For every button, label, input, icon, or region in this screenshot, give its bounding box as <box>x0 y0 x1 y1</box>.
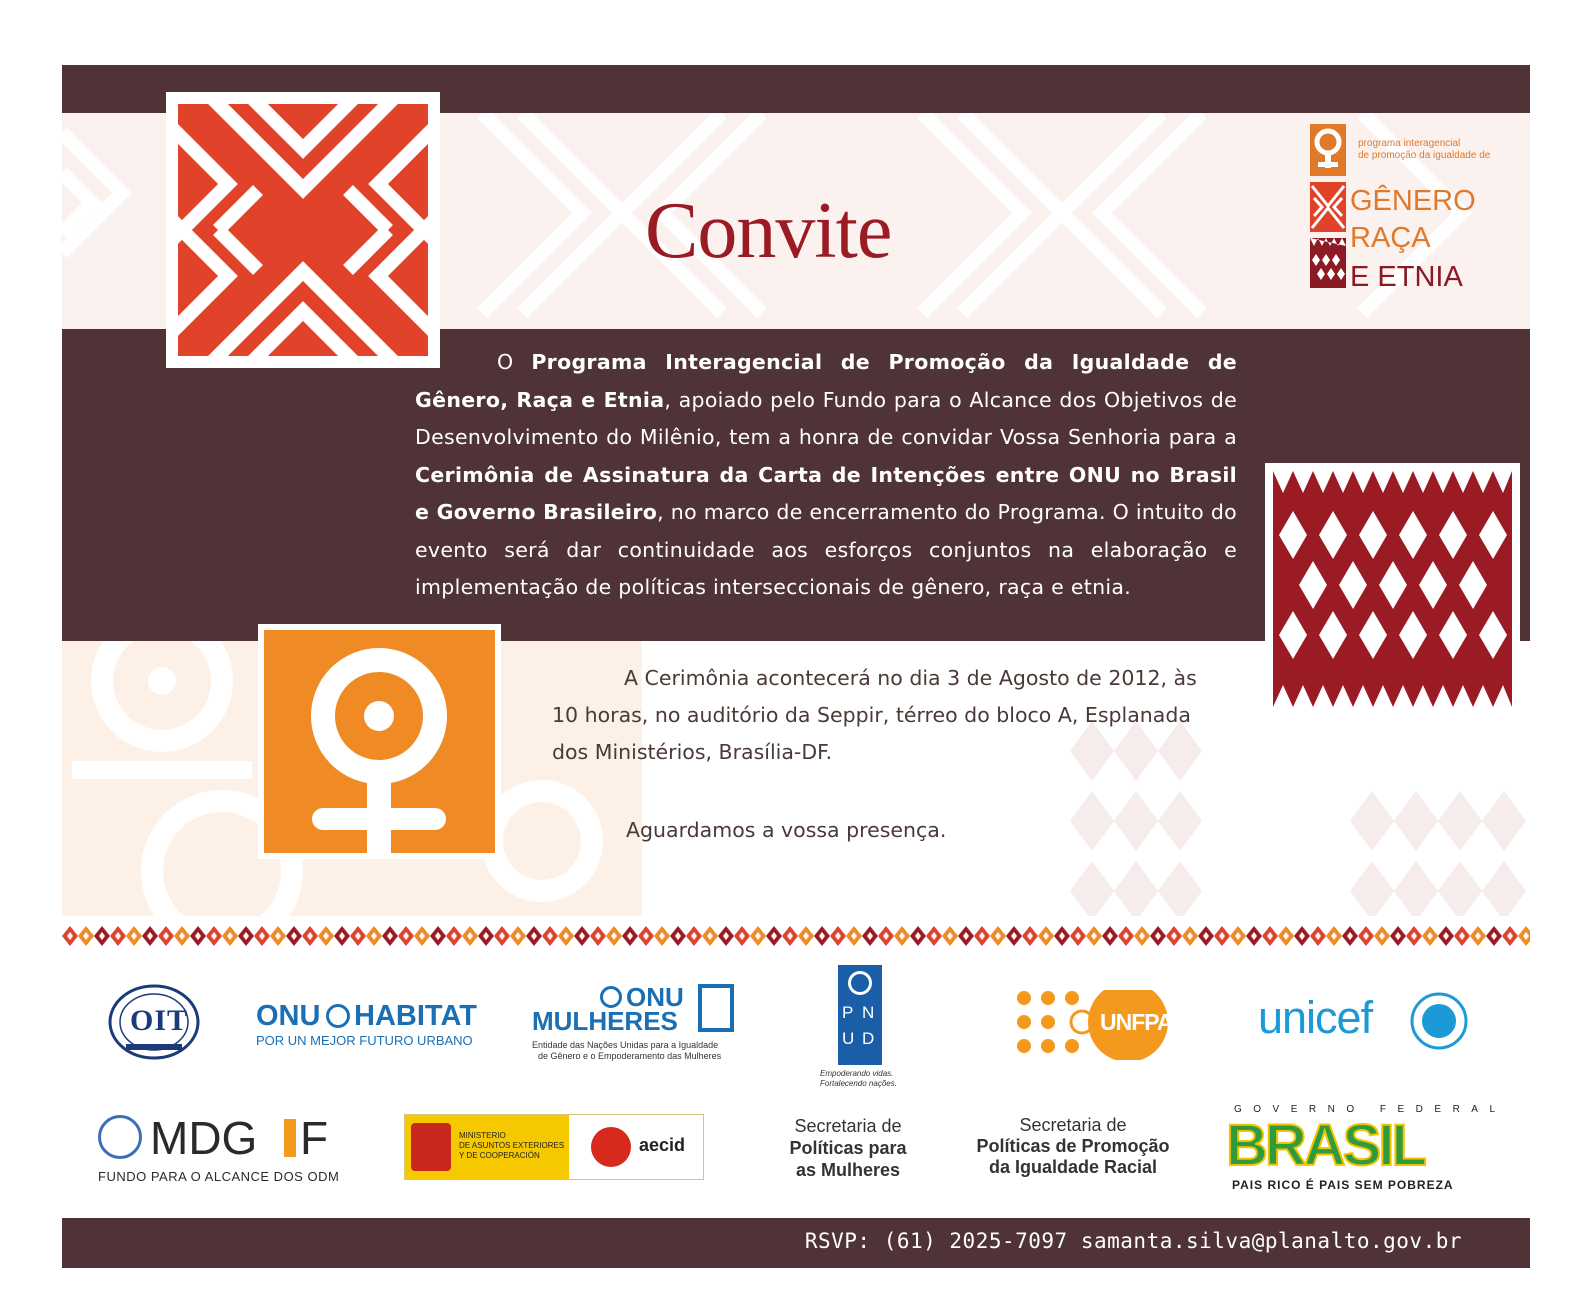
un-globe-icon <box>98 1115 142 1159</box>
mulheres-name: MULHERES <box>532 1006 678 1036</box>
pnud-sub1: Empoderando vidas. <box>820 1069 894 1078</box>
habitat-slogan: POR UN MEJOR FUTURO URBANO <box>256 1033 473 1048</box>
spain-coat-of-arms-icon <box>411 1123 451 1171</box>
seppir-line1: Secretaria de <box>1019 1115 1127 1135</box>
brand-word-genero: GÊNERO <box>1350 185 1476 217</box>
pnud-letter-u: U <box>842 1029 855 1048</box>
ministry-line1: MINISTERIO <box>459 1131 506 1140</box>
mdgf-logo <box>98 1113 348 1183</box>
spm-line1: Secretaria de <box>794 1116 902 1136</box>
program-name: Programa Interagencial de Promoção da Igualdade de Gênero, Raça e Etnia <box>415 350 1237 412</box>
ceremony-name: Cerimônia de Assinatura da Carta de Intenções entre ONU no Brasil e Governo Brasileiro <box>415 462 1237 524</box>
mdgf-bar-icon <box>284 1119 296 1157</box>
spm-line3: as Mulheres <box>795 1160 901 1180</box>
pnud-letter-n: N <box>862 1003 875 1022</box>
closing-line: Aguardamos a vossa presença. <box>626 818 947 842</box>
aecid-name: aecid <box>639 1135 686 1155</box>
brand-emblem-icon <box>1310 124 1350 289</box>
ceremony-details-text: A Cerimônia acontecerá no dia 3 de Agosto de 2012, às 10 horas, no auditório da Seppir, térreo do bloco A, Esplanada dos Ministérios, Brasília-DF. <box>552 666 1197 764</box>
rsvp-bar <box>62 1218 1530 1268</box>
pnud-letter-d: D <box>862 1029 875 1048</box>
intro-text: , no marco de encerramento do Programa. O intuito do evento será dar continuidade aos esforços conjuntos na elaboração e implementação de políticas interseccionais de gênero, raça e etnia. <box>415 500 1237 599</box>
mulheres-sub1: Entidade das Nações Unidas para a Igualdade <box>532 1040 719 1050</box>
brand-subtitle-line2: de promoção da igualdade de <box>1358 150 1491 161</box>
brand-subtitle-line1: programa interagencial <box>1358 138 1461 149</box>
pnud-sub2: Fortalecendo nações. <box>820 1079 897 1088</box>
mulheres-sub2: de Gênero e o Empoderamento das Mulheres <box>538 1051 722 1061</box>
onu-habitat-logo <box>256 1000 486 1050</box>
program-brand-logo <box>1310 124 1530 304</box>
mdgf-name-f: F <box>300 1112 329 1164</box>
seppir-logo <box>958 1115 1188 1185</box>
aecid-symbol-icon <box>591 1127 631 1167</box>
brasil-name: BRASIL <box>1226 1113 1424 1178</box>
habitat-onu: ONU <box>256 1000 321 1032</box>
pnud-block <box>838 965 882 1065</box>
rsvp-contact: RSVP: (61) 2025-7097 samanta.silva@planalto.gov.br <box>804 1229 1462 1253</box>
brand-word-etnia: E ETNIA <box>1350 261 1463 293</box>
intro-text: , apoiado pelo Fundo para o Alcance dos Objetivos de Desenvolvimento do Milênio, tem a honra de convidar Vossa Senhoria para a <box>415 387 1237 449</box>
aecid-logo <box>404 1114 704 1180</box>
ministry-block <box>405 1115 569 1179</box>
spm-line2: Políticas para <box>789 1138 907 1158</box>
mdgf-sub: FUNDO PARA O ALCANCE DOS ODM <box>98 1169 340 1184</box>
intro-text: O <box>497 350 532 374</box>
brasil-slogan: PAIS RICO É PAIS SEM POBREZA <box>1232 1178 1454 1192</box>
un-globe-icon <box>326 1004 350 1028</box>
un-globe-icon <box>848 971 872 995</box>
invitation-title: Convite <box>645 187 892 275</box>
x-pattern-emblem <box>166 92 440 368</box>
seppir-line2: Políticas de Promoção <box>976 1136 1170 1156</box>
ceremony-details <box>552 660 1202 771</box>
ministry-line2: DE ASUNTOS EXTERIORES <box>459 1141 565 1150</box>
unfpa-name: UNFPA <box>1100 1009 1173 1035</box>
oit-name: OIT <box>130 1004 189 1037</box>
decorative-border-strip <box>62 924 1530 948</box>
venus-symbol-emblem <box>258 624 501 859</box>
invitation-intro-paragraph <box>415 344 1237 607</box>
unicef-globe-icon <box>1408 990 1470 1052</box>
brand-word-raca: RAÇA <box>1350 222 1431 254</box>
habitat-name: HABITAT <box>354 1000 477 1032</box>
unfpa-logo <box>1016 990 1176 1060</box>
brasil-top: GOVERNO FEDERAL <box>1234 1104 1507 1115</box>
pnud-letter-p: P <box>842 1003 854 1022</box>
mulheres-symbol-icon <box>698 984 734 1032</box>
unicef-logo <box>1258 990 1478 1050</box>
ministry-line3: Y DE COOPERACIÓN <box>459 1151 540 1160</box>
oit-logo <box>106 982 202 1062</box>
mulheres-onu: ONU <box>626 982 684 1012</box>
unicef-name: unicef <box>1258 992 1373 1043</box>
mdgf-name: MDG <box>150 1112 258 1164</box>
onu-mulheres-logo <box>532 984 742 1064</box>
governo-federal-brasil-logo <box>1226 1104 1507 1194</box>
un-globe-icon <box>600 986 622 1008</box>
seppir-line3: da Igualdade Racial <box>988 1157 1158 1177</box>
diamond-pattern-emblem <box>1265 463 1520 715</box>
pnud-logo <box>820 965 930 1095</box>
spm-logo <box>778 1115 918 1187</box>
